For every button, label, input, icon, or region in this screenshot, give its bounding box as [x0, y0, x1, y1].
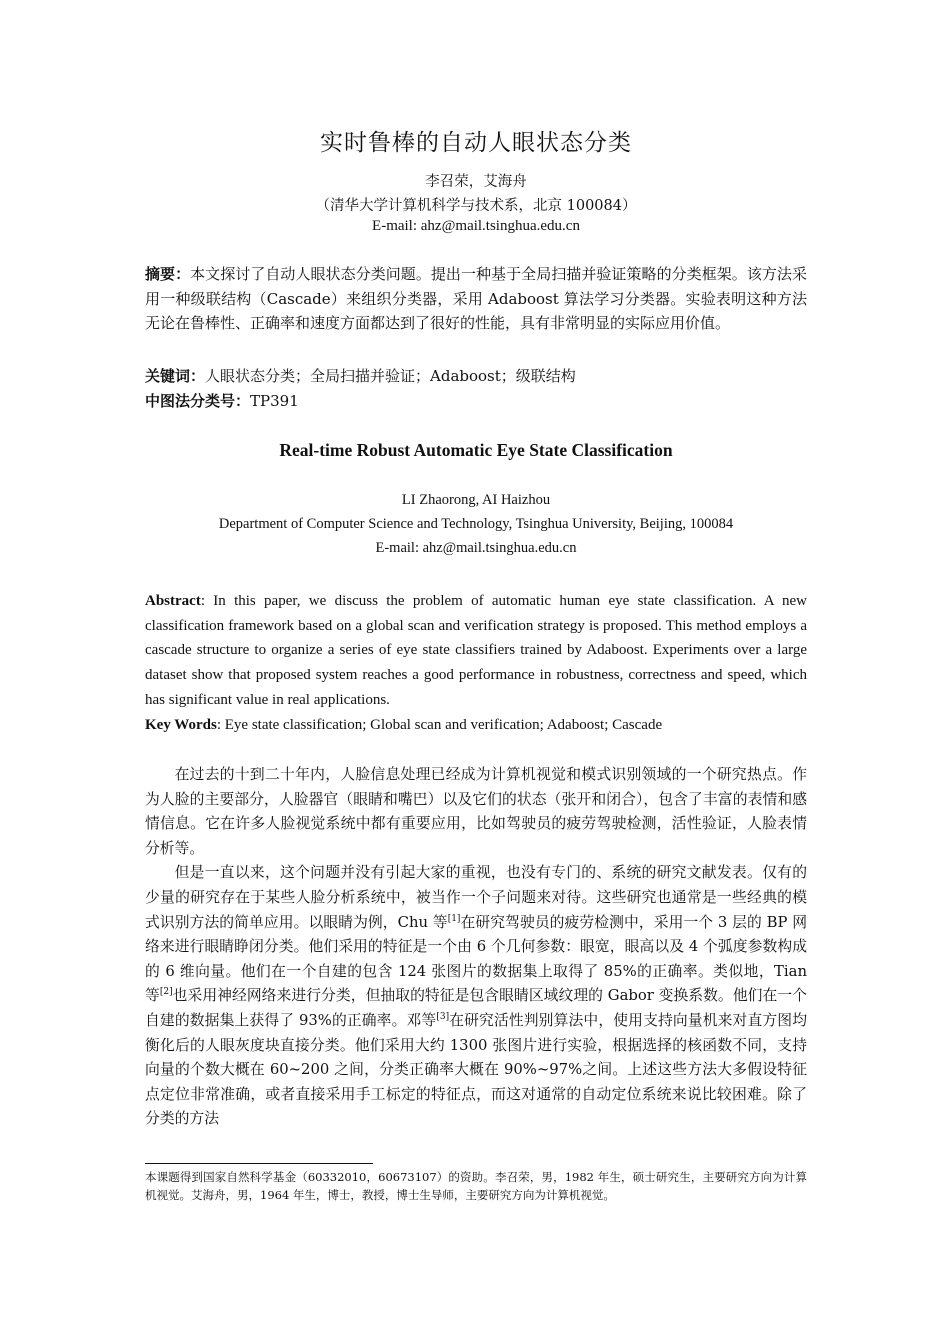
keywords-cn — [145, 364, 807, 389]
keywords-en-text: : Eye state classification; Global scan and verification; Adaboost; Cascade — [216, 717, 663, 733]
paper-title-cn: 实时鲁棒的自动人眼状态分类 — [320, 130, 632, 156]
authors-cn: 李召荣，艾海舟 — [425, 174, 527, 190]
paragraph-2-part-b: 在研究驾驶员的疲劳检测中，采用一个 3 层的 BP 网络来进行眼睛睁闭分类。他们采用的特征是一个由 6 个几何参数：眼宽，眼高以及 4 个弧度参数构成的 6 维向量。他们在一个自建的包含 124 张图片的数据集上取得了 85%的正确率。类似地，Tian 等 — [145, 913, 808, 1005]
keywords-cn-text: 人眼状态分类；全局扫描并验证；Adaboost；级联结构 — [205, 367, 576, 385]
paper-title-en: Real-time Robust Automatic Eye State Classification — [279, 440, 673, 460]
paragraph-2 — [145, 861, 807, 1132]
abstract-cn-text: 本文探讨了自动人眼状态分类问题。提出一种基于全局扫描并验证策略的分类框架。该方法采用一种级联结构（Cascade）来组织分类器，采用 Adaboost 算法学习分类器。实验表明这种方法无论在鲁棒性、正确率和速度方面都达到了很好的性能，具有非常明显的实际应用价值。 — [145, 265, 807, 332]
paragraph-1: 在过去的十到二十年内，人脸信息处理已经成为计算机视觉和模式识别领域的一个研究热点。作为人脸的主要部分，人脸器官（眼睛和嘴巴）以及它们的状态（张开和闭合），包含了丰富的表情和感情信息。它在许多人脸视觉系统中都有重要应用，比如驾驶员的疲劳驾驶检测，活性验证，人脸表情分析等。 — [145, 766, 807, 857]
citation-3: [3] — [436, 1011, 450, 1022]
abstract-cn — [145, 262, 807, 336]
keywords-en-label: Key Words — [145, 717, 217, 733]
paragraph-2-part-c: 也采用神经网络来进行分类，但抽取的特征是包含眼睛区域纹理的 Gabor 变换系数。他们在一个自建的数据集上获得了 93%的正确率。邓等 — [145, 987, 807, 1029]
affiliation-en: Department of Computer Science and Technology, Tsinghua University, Beijing, 100084 — [218, 516, 734, 532]
clc-text: TP391 — [250, 392, 299, 410]
abstract-cn-label: 摘要： — [145, 265, 191, 283]
authors-en: LI Zhaorong, AI Haizhou — [401, 492, 551, 508]
paragraph-2-part-a: 但是一直以来，这个问题并没有引起大家的重视，也没有专门的、系统的研究文献发表。仅有的少量的研究存在于某些人脸分析系统中，被当作一个子问题来对待。这些研究也通常是一些经典的模式识别方法的简单应用。以眼睛为例，Chu 等 — [145, 864, 807, 931]
email-en: E-mail: ahz@mail.tsinghua.edu.cn — [375, 540, 577, 556]
footnote: 本课题得到国家自然科学基金（60332010，60673107）的资助。李召荣，男，1982 年生，硕士研究生，主要研究方向为计算机视觉。艾海舟，男，1964 年生，博士，教授，博士生导师，主要研究方向为计算机视觉。 — [145, 1170, 807, 1202]
abstract-en-label: Abstract — [145, 593, 201, 609]
paragraph-2-part-d: 在研究活性判别算法中，使用支持向量机来对直方图均衡化后的人眼灰度块直接分类。他们采用大约 1300 张图片进行实验，根据选择的核函数不同，支持向量的个数大概在 60~200 之间，分类正确率大概在 90%~97%之间。上述这些方法大多假设特征点定位非常准确，或者直接采用手工标定的特征点，而这对通常的自动定位系统来说比较困难。除了分类的方法 — [145, 1011, 807, 1128]
abstract-en-text: : In this paper, we discuss the problem of automatic human eye state classification. A new classification framework based on a global scan and verification strategy is proposed. This method employs a cascade structure to organize a series of eye state classifiers trained by Adaboost. Experiments over a large dataset show that proposed system reaches a good performance in robustness, correctness and speed, which has significant value in real applications. — [145, 593, 807, 708]
affiliation-cn: （清华大学计算机科学与技术系，北京 100084） — [315, 198, 637, 214]
citation-1: [1] — [447, 913, 461, 924]
clc-number — [145, 389, 807, 414]
email-cn: E-mail: ahz@mail.tsinghua.edu.cn — [372, 218, 580, 234]
footnote-divider — [145, 1163, 373, 1164]
keywords-cn-label: 关键词： — [145, 367, 206, 385]
citation-2: [2] — [159, 987, 173, 998]
abstract-en — [145, 589, 807, 713]
clc-label: 中图法分类号： — [145, 392, 251, 410]
keywords-en — [145, 713, 807, 738]
body-text — [145, 763, 807, 1132]
